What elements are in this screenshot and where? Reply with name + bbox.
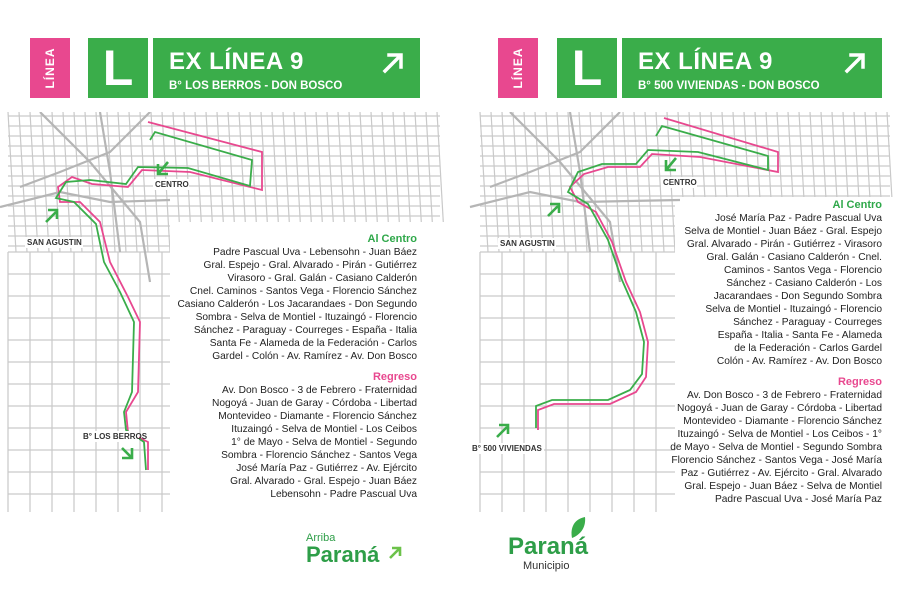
regreso-stop-line: Lebensohn - Padre Pascual Uva <box>270 489 417 500</box>
logo-municipio-text: Municipio <box>523 560 570 572</box>
route-title: EX LÍNEA 9 <box>169 48 304 75</box>
san-agustin-label: SAN AGUSTIN <box>27 238 82 247</box>
al-centro-stop-line: Casiano Calderón - Los Jacarandaes - Don Segundo <box>177 299 417 310</box>
linea-label: LÍNEA <box>511 47 525 89</box>
al-centro-stop-line: Sombra - Selva de Montiel - Ituzaingó - Florencio <box>195 312 417 323</box>
regreso-stop-line: de Mayo - Selva de Montiel - Segundo Sombra <box>670 442 882 453</box>
line-letter-badge: L <box>557 38 617 98</box>
al-centro-stop-line: Gardel - Colón - Av. Ramírez - Av. Don Bosco <box>212 351 417 362</box>
regreso-stop-line: Florencio Sánchez - Santos Vega - José María <box>671 455 882 466</box>
stops-list <box>652 199 882 506</box>
stops-list <box>177 233 417 501</box>
al-centro-stop-line: José María Paz - Padre Pascual Uva <box>714 213 882 224</box>
regreso-stop-line: Gral. Espejo - Juan Báez - Selva de Montiel <box>684 481 882 492</box>
centro-label: CENTRO <box>155 180 189 189</box>
route-subtitle: B° 500 VIVIENDAS - DON BOSCO <box>638 80 820 92</box>
regreso-stop-line: Padre Pascual Uva - José María Paz <box>714 494 882 505</box>
al-centro-heading: Al Centro <box>832 199 882 211</box>
logo-parana-text: Paraná <box>306 542 380 567</box>
route-subtitle: B° LOS BERROS - DON BOSCO <box>169 80 343 92</box>
terminus-label: B° LOS BERROS <box>83 432 148 441</box>
al-centro-stop-line: Sánchez - Casiano Calderón - Los <box>726 278 882 289</box>
regreso-stop-line: José María Paz - Gutiérrez - Av. Ejército <box>236 463 417 474</box>
arrow-up-right-icon <box>842 50 868 76</box>
terminus-label: B° 500 VIVIENDAS <box>472 444 542 453</box>
al-centro-stop-line: Virasoro - Gral. Galán - Casiano Calderón <box>227 273 417 284</box>
route-title: EX LÍNEA 9 <box>638 48 773 75</box>
san-agustin-label: SAN AGUSTIN <box>500 239 555 248</box>
al-centro-heading: Al Centro <box>367 233 417 245</box>
route-panel-500-viviendas <box>450 0 900 600</box>
al-centro-stop-line: Gral. Espejo - Gral. Alvarado - Pirán - Gutiérrez <box>203 260 417 271</box>
logo-arrow-icon <box>388 546 402 560</box>
al-centro-stop-line: Santa Fe - Alameda de la Federación - Carlos <box>209 338 417 349</box>
regreso-stop-line: Nogoyá - Juan de Garay - Córdoba - Libertad <box>212 398 417 409</box>
al-centro-stop-line: Selva de Montiel - Ituzaingó - Florencio <box>705 304 882 315</box>
centro-label: CENTRO <box>663 178 697 187</box>
regreso-stop-line: Av. Don Bosco - 3 de Febrero - Fraternidad <box>222 385 417 396</box>
line-letter-badge: L <box>88 38 148 98</box>
terminus-marker <box>470 425 544 454</box>
regreso-stop-line: Av. Don Bosco - 3 de Febrero - Fraternidad <box>687 390 882 401</box>
al-centro-stop-line: Padre Pascual Uva - Lebensohn - Juan Báez <box>213 247 417 258</box>
al-centro-stop-line: Cnel. Caminos - Santos Vega - Florencio Sánchez <box>189 286 417 297</box>
regreso-stop-line: Ituzaingó - Selva de Montiel - Los Ceibos - 1° <box>677 429 882 440</box>
regreso-heading: Regreso <box>837 376 882 388</box>
regreso-stop-line: Paz - Gutiérrez - Av. Ejército - Gral. Alvarado <box>680 468 882 479</box>
regreso-stop-line: Ituzaingó - Selva de Montiel - Los Ceibos <box>231 424 417 435</box>
arrow-icon <box>666 158 676 170</box>
regreso-heading: Regreso <box>372 371 417 383</box>
logo-parana-text: Paraná <box>508 533 589 560</box>
al-centro-stop-line: Jacarandaes - Don Segundo Sombra <box>713 291 882 302</box>
regreso-stop-line: Montevideo - Diamante - Florencio Sánchez <box>683 416 882 427</box>
terminus-marker <box>81 431 148 458</box>
linea-tab <box>498 38 538 98</box>
leaf-icon <box>568 516 588 540</box>
route-title-banner <box>153 38 420 98</box>
linea-label: LÍNEA <box>43 47 57 89</box>
linea-tab <box>30 38 70 98</box>
regreso-stop-line: Nogoyá - Juan de Garay - Córdoba - Libertad <box>677 403 882 414</box>
al-centro-stop-line: Sánchez - Paraguay - Courreges <box>733 317 882 328</box>
route-title-banner <box>622 38 882 98</box>
logo-arriba-text: Arriba <box>306 532 336 544</box>
al-centro-stop-line: Colón - Av. Ramírez - Av. Don Bosco <box>716 356 882 367</box>
al-centro-stop-line: de la Federación - Carlos Gardel <box>734 343 882 354</box>
regreso-stop-line: 1° de Mayo - Selva de Montiel - Segundo <box>231 437 417 448</box>
regreso-stop-line: Gral. Alvarado - Gral. Espejo - Juan Báez <box>230 476 417 487</box>
al-centro-stop-line: Selva de Montiel - Juan Báez - Gral. Espejo <box>684 226 882 237</box>
arrow-up-right-icon <box>380 50 406 76</box>
al-centro-stop-line: Gral. Alvarado - Pirán - Gutiérrez - Virasoro <box>686 239 882 250</box>
al-centro-stop-line: Gral. Galán - Casiano Calderón - Cnel. <box>706 252 882 263</box>
al-centro-stop-line: Sánchez - Paraguay - Courreges - España - Italia <box>193 325 417 336</box>
regreso-stop-line: Sombra - Florencio Sánchez - Santos Vega <box>221 450 417 461</box>
regreso-stop-line: Montevideo - Diamante - Florencio Sánchez <box>218 411 417 422</box>
al-centro-stop-line: Caminos - Santos Vega - Florencio <box>724 265 882 276</box>
al-centro-stop-line: España - Italia - Santa Fe - Alameda <box>717 330 882 341</box>
